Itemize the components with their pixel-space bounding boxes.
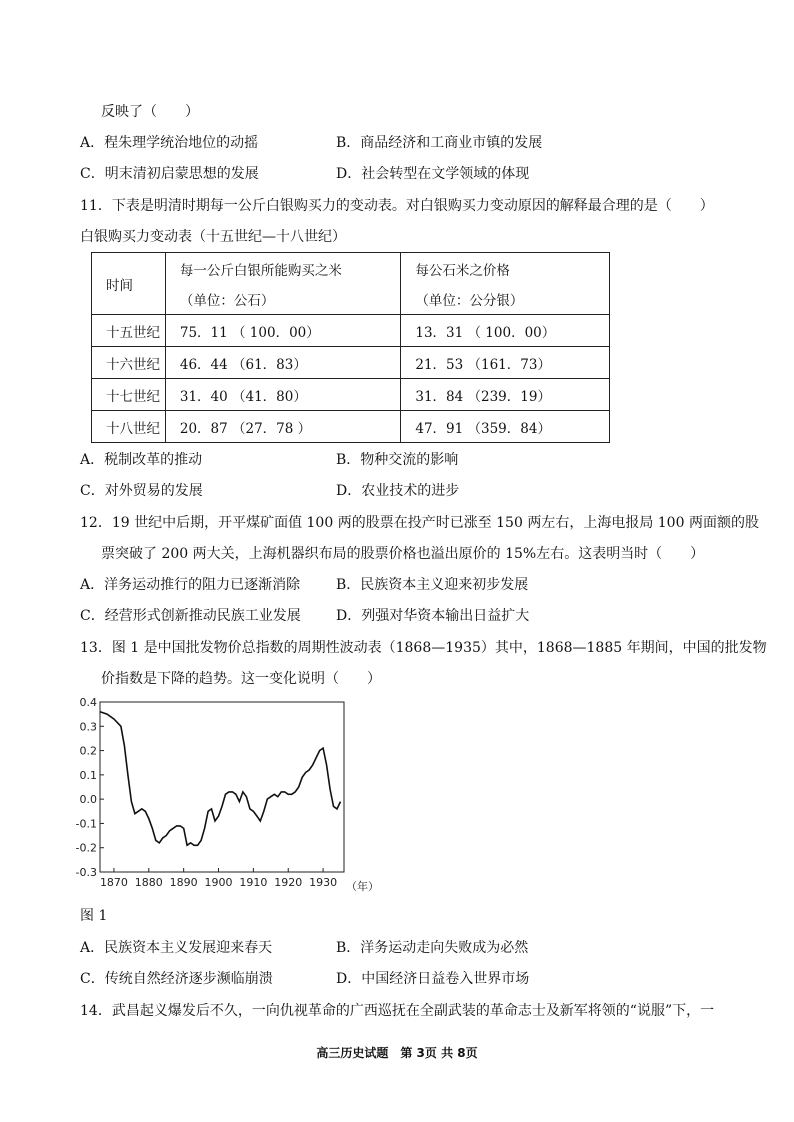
table-cell: 十六世纪 [92, 347, 166, 379]
table-cell: 47．91 （359．84） [401, 411, 610, 443]
y-tick-label: 0.1 [79, 768, 97, 782]
table-cell: 75．11 （ 100．00） [165, 315, 401, 347]
q11-option-a[interactable]: A．税制改革的推动 [80, 452, 203, 468]
q10-option-d[interactable]: D．社会转型在文学领域的体现 [336, 166, 530, 182]
header-rice-per-kg-silver: 每一公斤白银所能购买之米 （单位：公石） [165, 253, 401, 315]
table-cell: 31．40 （41．80） [165, 379, 401, 411]
silver-purchasing-power-table [91, 252, 610, 443]
header-price-per-shi: 每公石米之价格 （单位：公分银） [401, 253, 610, 315]
q13-stem-line2: 价指数是下降的趋势。这一变化说明（ ） [101, 671, 381, 687]
q12-option-d[interactable]: D．列强对华资本输出日益扩大 [336, 608, 530, 624]
table-cell: 十五世纪 [92, 315, 166, 347]
table-row [92, 347, 610, 379]
q10-option-c[interactable]: C．明末清初启蒙思想的发展 [80, 166, 259, 182]
q12-stem-line2: 票突破了 200 两大关，上海机器织布局的股票价格也溢出原价的 15%左右。这表明当时（ ） [101, 546, 705, 562]
table-cell: 31．84 （239．19） [401, 379, 610, 411]
q13-stem-line1: 13．图 1 是中国批发物价总指数的周期性波动表（1868—1935）其中，1868—1885 年期间，中国的批发物 [80, 640, 767, 656]
y-tick-label: -0.2 [75, 841, 97, 855]
y-tick-label: 0.4 [79, 696, 97, 709]
q11-option-b[interactable]: B．物种交流的影响 [336, 452, 459, 468]
page-footer: 高三历史试题 第 3页 共 8页 [316, 1046, 478, 1060]
q12-option-a[interactable]: A．洋务运动推行的阻力已逐渐消除 [80, 577, 301, 593]
q10-option-b[interactable]: B．商品经济和工商业市镇的发展 [336, 135, 543, 151]
series-line [100, 712, 341, 846]
table-caption: 白银购买力变动表（十五世纪—十八世纪） [80, 229, 346, 245]
q14-stem-line1: 14．武昌起义爆发后不久，一向仇视革命的广西巡抚在全副武装的革命志士及新军将领的“说服”下，一 [80, 1003, 715, 1019]
q13-option-c[interactable]: C．传统自然经济逐步濒临崩溃 [80, 971, 273, 987]
price-index-chart [70, 696, 390, 896]
y-tick-label: -0.3 [75, 866, 97, 879]
q11-option-c[interactable]: C．对外贸易的发展 [80, 483, 203, 499]
x-tick-label: 1900 [204, 876, 233, 889]
table-row [92, 379, 610, 411]
q13-option-d[interactable]: D．中国经济日益卷入世界市场 [336, 971, 530, 987]
figure-caption: 图 1 [80, 908, 108, 924]
table-cell: 21．53 （161．73） [401, 347, 610, 379]
table-cell: 十八世纪 [92, 411, 166, 443]
x-tick-label: 1910 [239, 876, 268, 889]
x-tick-label: 1890 [169, 876, 198, 889]
y-tick-label: -0.1 [75, 817, 97, 831]
table-cell: 十七世纪 [92, 379, 166, 411]
y-tick-label: 0.0 [79, 793, 97, 807]
q11-option-d[interactable]: D．农业技术的进步 [336, 483, 460, 499]
table-row [92, 315, 610, 347]
x-tick-label: 1870 [99, 876, 128, 889]
x-axis [100, 868, 337, 889]
table-cell: 13．31 （ 100．00） [401, 315, 610, 347]
q12-option-c[interactable]: C．经营形式创新推动民族工业发展 [80, 608, 301, 624]
q13-option-b[interactable]: B．洋务运动走向失败成为必然 [336, 940, 529, 956]
y-tick-label: 0.2 [79, 744, 97, 758]
table-row [92, 411, 610, 443]
table-header-row [92, 253, 610, 315]
q13-option-a[interactable]: A．民族资本主义发展迎来春天 [80, 940, 273, 956]
x-axis-label: （年） [346, 880, 379, 893]
x-tick-label: 1930 [309, 876, 338, 889]
q11-stem: 11．下表是明清时期每一公斤白银购买力的变动表。对白银购买力变动原因的解释最合理的是（ ） [80, 198, 714, 214]
x-tick-label: 1920 [274, 876, 303, 889]
table-cell: 46．44 （61．83） [165, 347, 401, 379]
q12-stem-line1: 12．19 世纪中后期，开平煤矿面值 100 两的股票在投产时已涨至 150 两左右，上海电报局 100 两面额的股 [80, 515, 759, 531]
header-time: 时间 [92, 253, 166, 315]
q12-option-b[interactable]: B．民族资本主义迎来初步发展 [336, 577, 529, 593]
q10-stem-tail: 反映了（ ） [101, 104, 199, 120]
table-cell: 20．87 （27．78 ） [165, 411, 401, 443]
q10-option-a[interactable]: A．程朱理学统治地位的动摇 [80, 135, 259, 151]
y-tick-label: 0.3 [79, 720, 97, 734]
plot-frame [100, 702, 344, 872]
x-tick-label: 1880 [134, 876, 163, 889]
